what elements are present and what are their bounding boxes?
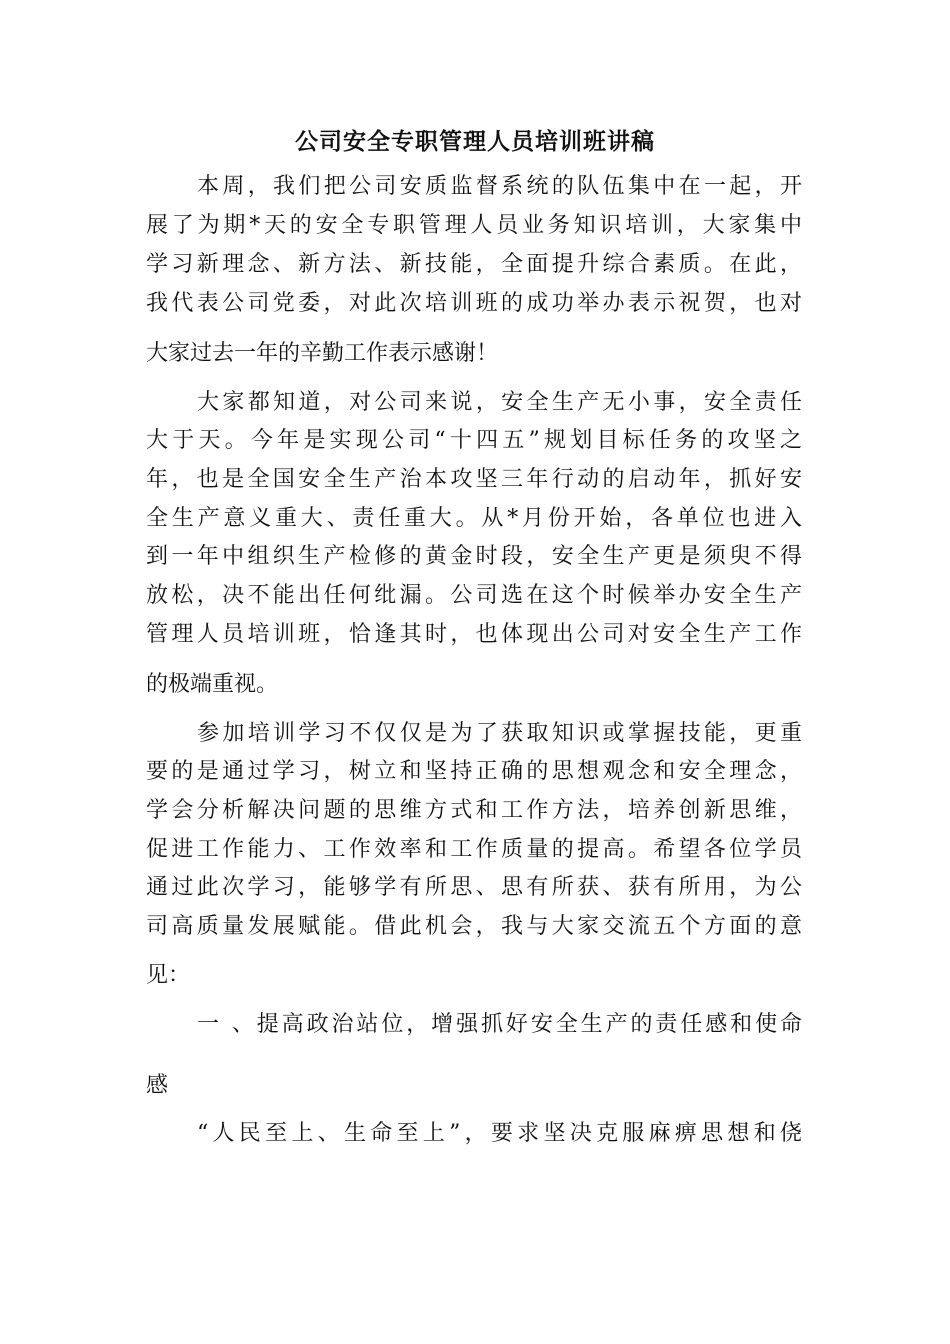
text-line: 年，也是全国安全生产治本攻坚三年行动的启动年，抓好安 [146, 467, 802, 492]
text-line: 参加培训学习不仅仅是为了获取知识或掌握技能，更重 [197, 721, 802, 746]
section-heading: 感 [146, 1073, 169, 1098]
text-line: 我代表公司党委，对此次培训班的成功举办表示祝贺，也对 [146, 291, 802, 316]
text-line: 学习新理念、新方法、新技能，全面提升综合素质。在此， [146, 252, 802, 277]
text-line: 见： [146, 963, 191, 988]
text-line: 的极端重视。 [146, 672, 279, 697]
text-line: 到一年中组织生产检修的黄金时段，安全生产更是须臾不得 [146, 544, 802, 569]
text-line: 要的是通过学习，树立和坚持正确的思想观念和安全理念， [146, 759, 802, 784]
text-line: 大家过去一年的辛勤工作表示感谢！ [146, 341, 499, 366]
section-heading: 一 、提高政治站位，增强抓好安全生产的责任感和使命 [197, 1012, 802, 1037]
text-line: 司高质量发展赋能。借此机会，我与大家交流五个方面的意 [146, 914, 802, 939]
text-line: 通过此次学习，能够学有所思、思有所获、获有所用，为公 [146, 875, 802, 900]
text-line: 促进工作能力、工作效率和工作质量的提高。希望各位学员 [146, 837, 802, 862]
text-line: 大家都知道，对公司来说，安全生产无小事，安全责任 [197, 390, 802, 415]
text-line: 学会分析解决问题的思维方式和工作方法，培养创新思维， [146, 798, 802, 823]
text-line: 展了为期*天的安全专职管理人员业务知识培训，大家集中 [146, 213, 802, 238]
document-title: 公司安全专职管理人员培训班讲稿 [295, 128, 655, 155]
text-line: 大于天。今年是实现公司“十四五”规划目标任务的攻坚之 [146, 428, 802, 453]
text-line: “人民至上、生命至上”，要求坚决克服麻痹思想和侥 [197, 1121, 802, 1146]
text-line: 全生产意义重大、责任重大。从*月份开始，各单位也进入 [146, 506, 802, 531]
text-line: 管理人员培训班，恰逢其时，也体现出公司对安全生产工作 [146, 622, 802, 647]
text-line: 放松，决不能出任何纰漏。公司选在这个时候举办安全生产 [146, 583, 802, 608]
text-line: 本周，我们把公司安质监督系统的队伍集中在一起，开 [197, 174, 802, 199]
